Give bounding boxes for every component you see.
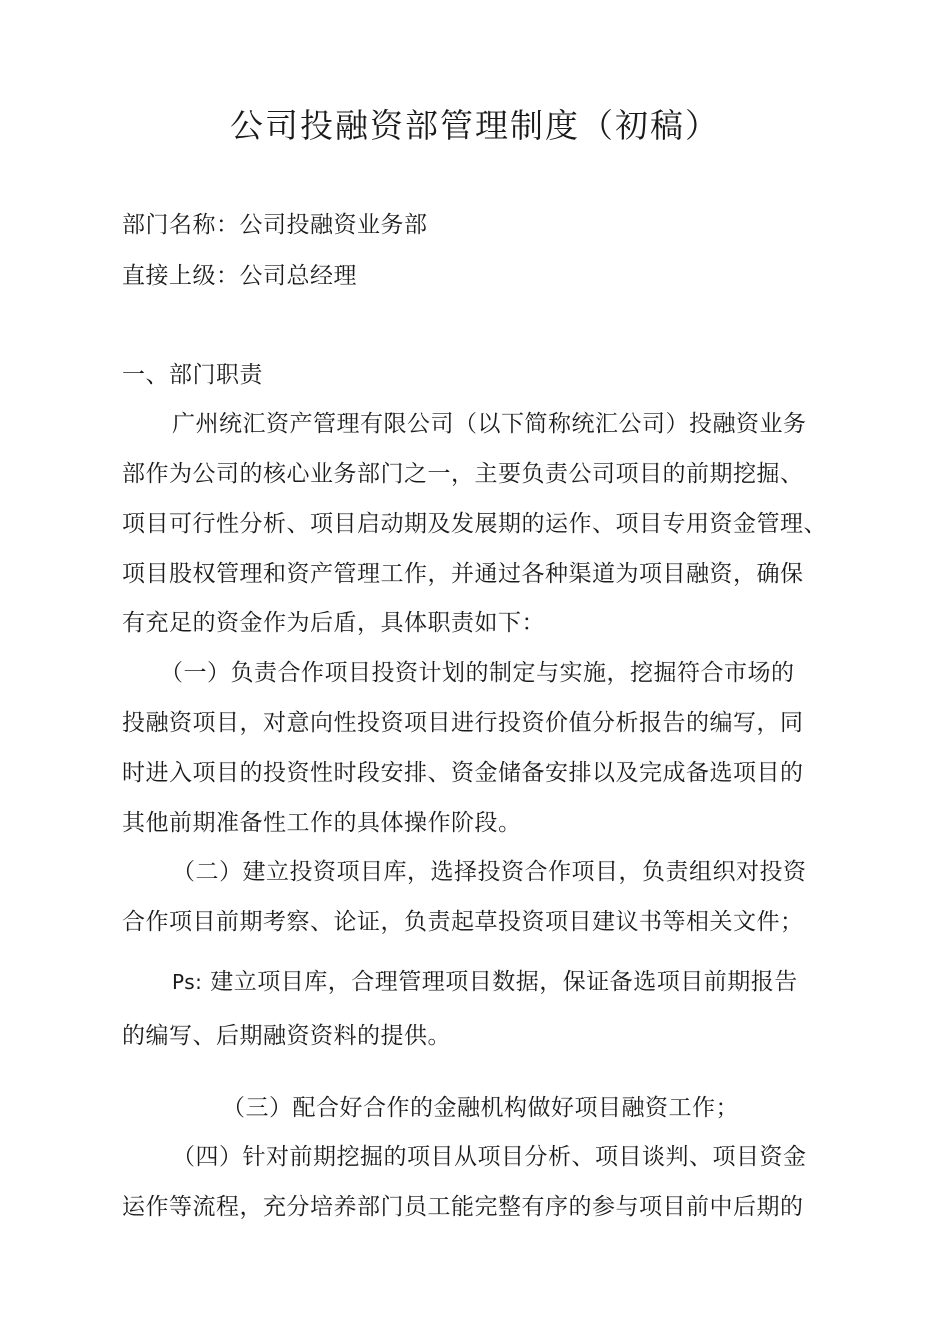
department-name: 部门名称：公司投融资业务部 — [122, 212, 428, 238]
paragraph-line: 投融资项目，对意向性投资项目进行投资价值分析报告的编写，同 — [122, 710, 804, 736]
paragraph-line: 其他前期准备性工作的具体操作阶段。 — [122, 810, 522, 836]
paragraph-line: 项目可行性分析、项目启动期及发展期的运作、项目专用资金管理、 — [122, 511, 827, 537]
direct-superior: 直接上级：公司总经理 — [122, 263, 357, 289]
paragraph-line: 的编写、后期融资资料的提供。 — [122, 1023, 451, 1049]
paragraph-line: （二）建立投资项目库，选择投资合作项目，负责组织对投资 — [172, 859, 807, 885]
paragraph-line: 时进入项目的投资性时段安排、资金储备安排以及完成备选项目的 — [122, 760, 804, 786]
paragraph-line: 部作为公司的核心业务部门之一，主要负责公司项目的前期挖掘、 — [122, 461, 804, 487]
document-title: 公司投融资部管理制度（初稿） — [230, 106, 720, 145]
ps-text: 建立项目库，合理管理项目数据，保证备选项目前期报告 — [210, 969, 798, 995]
paragraph-line: 广州统汇资产管理有限公司（以下简称统汇公司）投融资业务 — [172, 411, 807, 437]
ps-note-line — [172, 962, 798, 1002]
paragraph-line: 合作项目前期考察、论证，负责起草投资项目建议书等相关文件； — [122, 909, 804, 935]
paragraph-line: 项目股权管理和资产管理工作，并通过各种渠道为项目融资，确保 — [122, 561, 804, 587]
paragraph-line: 有充足的资金作为后盾，具体职责如下： — [122, 610, 545, 636]
paragraph-line: （一）负责合作项目投资计划的制定与实施，挖掘符合市场的 — [160, 660, 795, 686]
section-heading: 一、部门职责 — [122, 362, 263, 388]
paragraph-line: （三）配合好合作的金融机构做好项目融资工作； — [222, 1095, 739, 1121]
paragraph-line: （四）针对前期挖掘的项目从项目分析、项目谈判、项目资金 — [172, 1144, 807, 1170]
ps-label: Ps: — [172, 970, 203, 994]
paragraph-line: 运作等流程，充分培养部门员工能完整有序的参与项目前中后期的 — [122, 1194, 804, 1220]
